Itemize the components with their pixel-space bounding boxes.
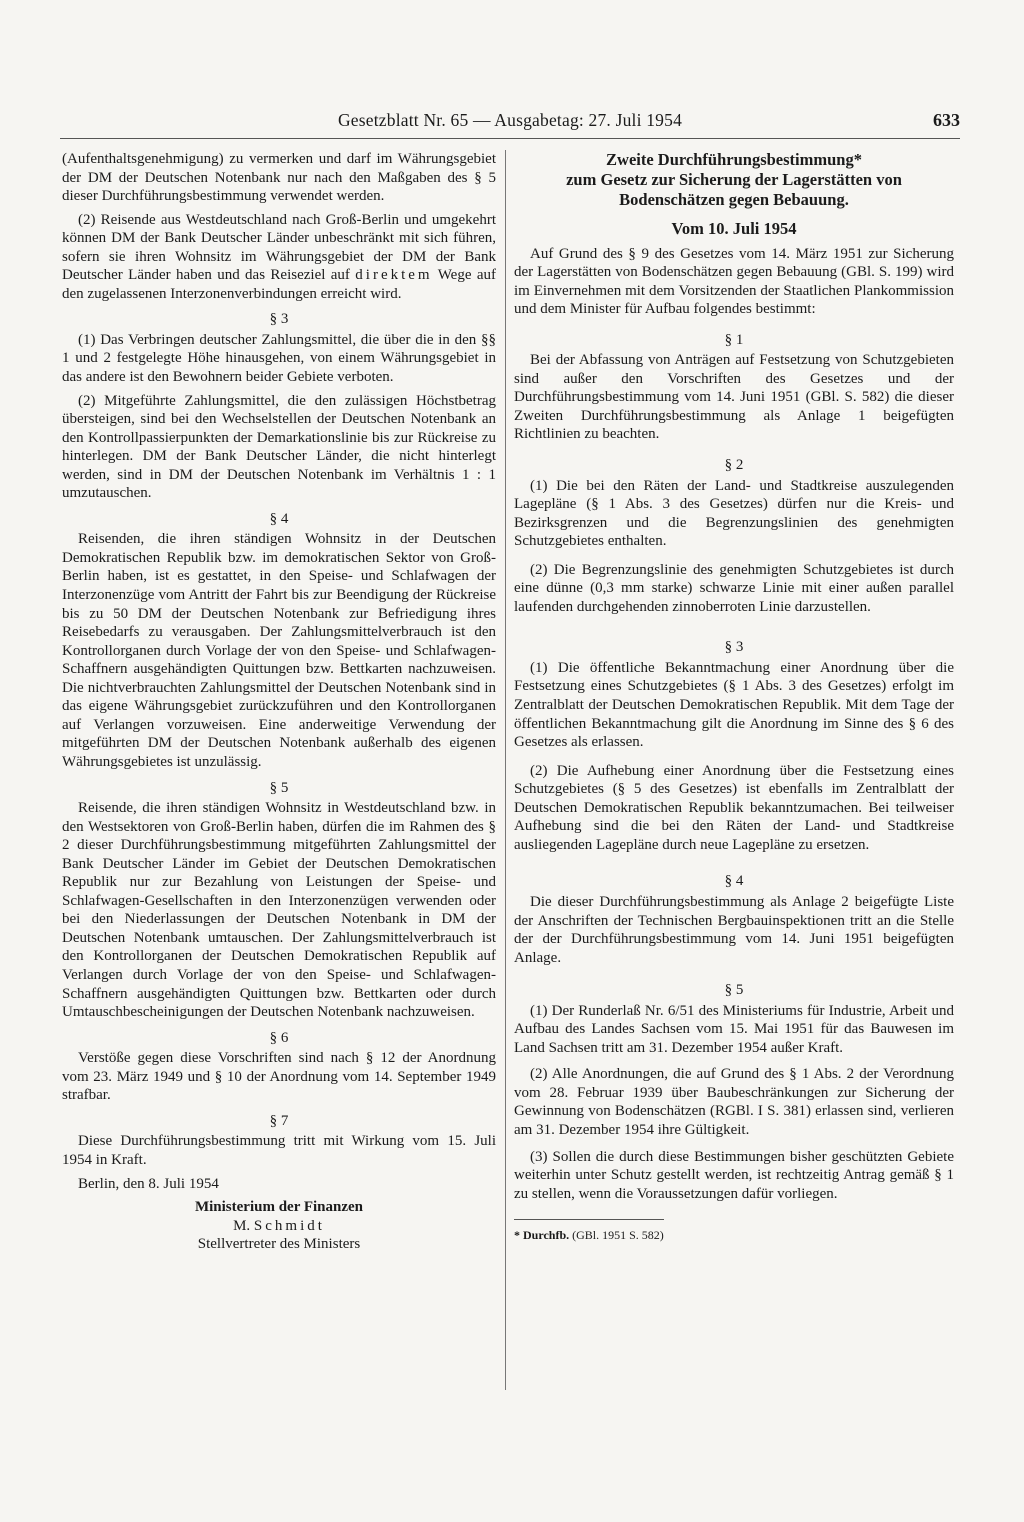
header-rule — [60, 138, 960, 139]
paragraph: (1) Die bei den Räten der Land- und Stadtkreise auszulegenden Lagepläne (§ 1 Abs. 3 des Gesetzes) dürfen nur die Kreis- und Bezirksgrenzen und die Begrenzungslinien des genehmigten Schutzgebietes enthalten. — [514, 477, 954, 550]
paragraph: (1) Der Runderlaß Nr. 6/51 des Ministeriums für Industrie, Arbeit und Aufbau des Landes Sachsen vom 15. Mai 1951 für das Bauwesen im Land Sachsen tritt am 31. Dezember 1954 außer Kraft. — [514, 1002, 954, 1056]
place-date: Berlin, den 8. Juli 1954 — [78, 1176, 219, 1193]
section-heading: § 7 — [269, 1112, 289, 1129]
paragraph: (1) Die öffentliche Bekanntmachung einer Anordnung über die Festsetzung eines Schutzgebietes (§ 1 Abs. 3 des Gesetzes) erfolgt im Zentralblatt der Deutschen Demokratischen Republik. Mit dem Tage der öffentlichen Bekanntmachung gilt die Anordnung im Sinne des § 6 des Gesetzes als erlassen. — [514, 659, 954, 751]
paragraph: Reisenden, die ihren ständigen Wohnsitz in der Deutschen Demokratischen Republik bzw. im demokratischen Sektor von Groß-Berlin haben, ist es gestattet, in den Speise- und Schlafwagen der Interzonenzüge vom Antritt der Fahrt bis zur Beendigung der Rückreise bis zu 50 DM der Deutschen Notenbank zur Befriedigung ihres Reisebedarfs zu verausgaben. Der Zahlungsmittelverbrauch ist den Kontrollorganen durch Vorlage der von den Speise- und Schlafwagen-Schaffnern ausgehändigten Quittungen bzw. Bettkarten nachzuweisen. Die nichtverbrauchten Zahlungsmittel der Deutschen Notenbank sind in das eigene Währungsgebiet zurückzuführen und den Kontrollorganen auf Verlangen vorzuweisen. Eine anderweitige Verwendung der mitgeführten DM der Deutschen Notenbank außerhalb des eigenen Währungsgebietes ist unzulässig. — [62, 531, 496, 770]
paragraph: Auf Grund des § 9 des Gesetzes vom 14. März 1951 zur Sicherung der Lagerstätten von Bodenschätzen gegen Bebauung (GBl. S. 199) wird im Einvernehmen mit dem Vorsitzenden der Staatlichen Plankommission und dem Minister für Aufbau folgendes bestimmt: — [514, 245, 954, 318]
paragraph: Verstöße gegen diese Vorschriften sind nach § 12 der Anordnung vom 23. März 1949 und § 10 der Anordnung vom 14. September 1949 strafbar. — [62, 1050, 496, 1104]
emphasized-word: direktem — [355, 267, 433, 284]
section-heading: § 5 — [724, 982, 744, 999]
paragraph: (2) Mitgeführte Zahlungsmittel, die den zulässigen Höchstbetrag übersteigen, sind bei den Wechselstellen der Deutschen Notenbank an den Kontrollpassierpunkten der Demarkationslinie bis zur Rückreise zu hinterlegen. DM der Bank Deutscher Länder, die nicht hinterlegt werden, sind in DM der Deutschen Notenbank im Verhältnis 1 : 1 umzutauschen. — [62, 392, 496, 502]
paragraph: (Aufenthaltsgenehmigung) zu vermerken und darf im Währungsgebiet der DM der Deutschen Notenbank nur nach den Maßgaben des § 5 dieser Durchführungsbestimmung verwendet werden. — [62, 151, 496, 205]
right-column — [514, 150, 954, 1243]
document-title: zum Gesetz zur Sicherung der Lagerstätten von — [566, 170, 902, 189]
signer-role: Stellvertreter des Ministers — [197, 1236, 361, 1253]
ministry-name: Ministerium der Finanzen — [194, 1198, 364, 1215]
paragraph: (1) Das Verbringen deutscher Zahlungsmittel, die über die in den §§ 1 und 2 festgelegte Höhe hinausgehen, von einem Währungsgebiet in das andere ist den Bewohnern beider Gebiete verboten. — [62, 331, 496, 386]
paragraph: Diese Durchführungsbestimmung tritt mit Wirkung vom 15. Juli 1954 in Kraft. — [62, 1133, 496, 1168]
document-title: Bodenschätzen gegen Bebauung. — [619, 190, 849, 209]
section-heading: § 2 — [724, 457, 744, 474]
paragraph: (2) Reisende aus Westdeutschland nach Groß-Berlin und umgekehrt können DM der Bank Deutscher Länder unbeschränkt mit sich führen, sofern sie ihren Wohnsitz im Währungsgebiet der DM der Bank Deutscher Länder haben und das Reiseziel auf direktem Wege auf den zugelassenen Interzonenverbindungen erreicht wird. — [62, 211, 496, 302]
section-heading: § 3 — [269, 311, 289, 328]
footnote-rule — [514, 1219, 664, 1220]
section-heading: § 3 — [724, 639, 744, 656]
document-title: Zweite Durchführungsbestimmung* — [606, 150, 862, 169]
document-date: Vom 10. Juli 1954 — [671, 219, 797, 238]
page-number: 633 — [933, 110, 960, 130]
gazette-title: Gesetzblatt Nr. 65 — Ausgabetag: 27. Juli 1954 — [337, 110, 683, 130]
paragraph: Die dieser Durchführungsbestimmung als Anlage 2 beigefügte Liste der Anschriften der Technischen Bergbauinspektionen tritt an die Stelle der der Durchführungsbestimmung vom 14. Juni 1951 beigefügten Anlage. — [514, 893, 954, 966]
column-divider — [505, 150, 506, 1390]
page-header — [60, 110, 960, 138]
section-heading: § 4 — [269, 510, 289, 527]
paragraph: (3) Sollen die durch diese Bestimmungen bisher geschützten Gebiete weiterhin unter Schutz gestellt werden, ist rechtzeitig Antrag gemäß § 1 zu stellen, wenn die Voraussetzungen dafür vorliegen. — [514, 1148, 954, 1202]
paragraph: Reisende, die ihren ständigen Wohnsitz in Westdeutschland bzw. in den Westsektoren von Groß-Berlin haben, dürfen die im Rahmen des § 2 dieser Durchführungsbestimmung mitgeführten Zahlungsmittel der Bank Deutscher Länder im Gebiet der Deutschen Demokratischen Republik nur zur Bezahlung von Leistungen der Speise- und Schlafwagen-Gesellschaften in den Interzonenzügen verwenden oder bei den Niederlassungen der Deutschen Notenbank in DM der Deutschen Notenbank umtauschen. Der Zahlungsmittelverbrauch ist den Kontrollorganen der Deutschen Demokratischen Republik auf Verlangen durch Vorlage der von den Speise- und Schlafwagen-Schaffnern ausgehändigten Quittungen bzw. Bettkarten oder durch Umtauschbescheinigungen der Deutschen Notenbank nachzuweisen. — [62, 800, 496, 1021]
paragraph: Bei der Abfassung von Anträgen auf Festsetzung von Schutzgebieten sind außer den Vorschriften des Gesetzes und der Durchführungsbestimmung vom 14. Juni 1951 (GBl. S. 582) die dieser Zweiten Durchführungsbestimmung als Anlage 1 beigefügten Richtlinien zu beachten. — [514, 352, 954, 443]
paragraph: (2) Alle Anordnungen, die auf Grund des § 1 Abs. 2 der Verordnung vom 28. Februar 1939 über Baubeschränkungen zur Sicherung der Gewinnung von Bodenschätzen (RGBl. I S. 381) erlassen sind, verlieren am 31. Dezember 1954 ihre Gültigkeit. — [514, 1066, 954, 1138]
left-column — [62, 150, 496, 1254]
section-heading: § 6 — [269, 1029, 289, 1046]
section-heading: § 1 — [724, 331, 744, 348]
section-heading: § 4 — [724, 873, 744, 890]
signer: M. Schmidt — [233, 1217, 325, 1234]
paragraph: (2) Die Begrenzungslinie des genehmigten Schutzgebietes ist durch eine dünne (0,3 mm starke) schwarze Linie mit einer außen parallel laufenden durchgehenden zinnoberroten Linie darzustellen. — [514, 561, 954, 615]
paragraph: (2) Die Aufhebung einer Anordnung über die Festsetzung eines Schutzgebietes (§ 5 des Gesetzes) ist ebenfalls im Zentralblatt der Deutschen Demokratischen Republik bekanntzumachen. Bei teilweiser Aufhebung sind die bei den Räten der Land- und Stadtkreise ausliegenden Lagepläne durch neue Lagepläne zu ersetzen. — [514, 762, 954, 853]
section-heading: § 5 — [269, 779, 289, 796]
footnote: * Durchfb. (GBl. 1951 S. 582) — [514, 1228, 664, 1243]
